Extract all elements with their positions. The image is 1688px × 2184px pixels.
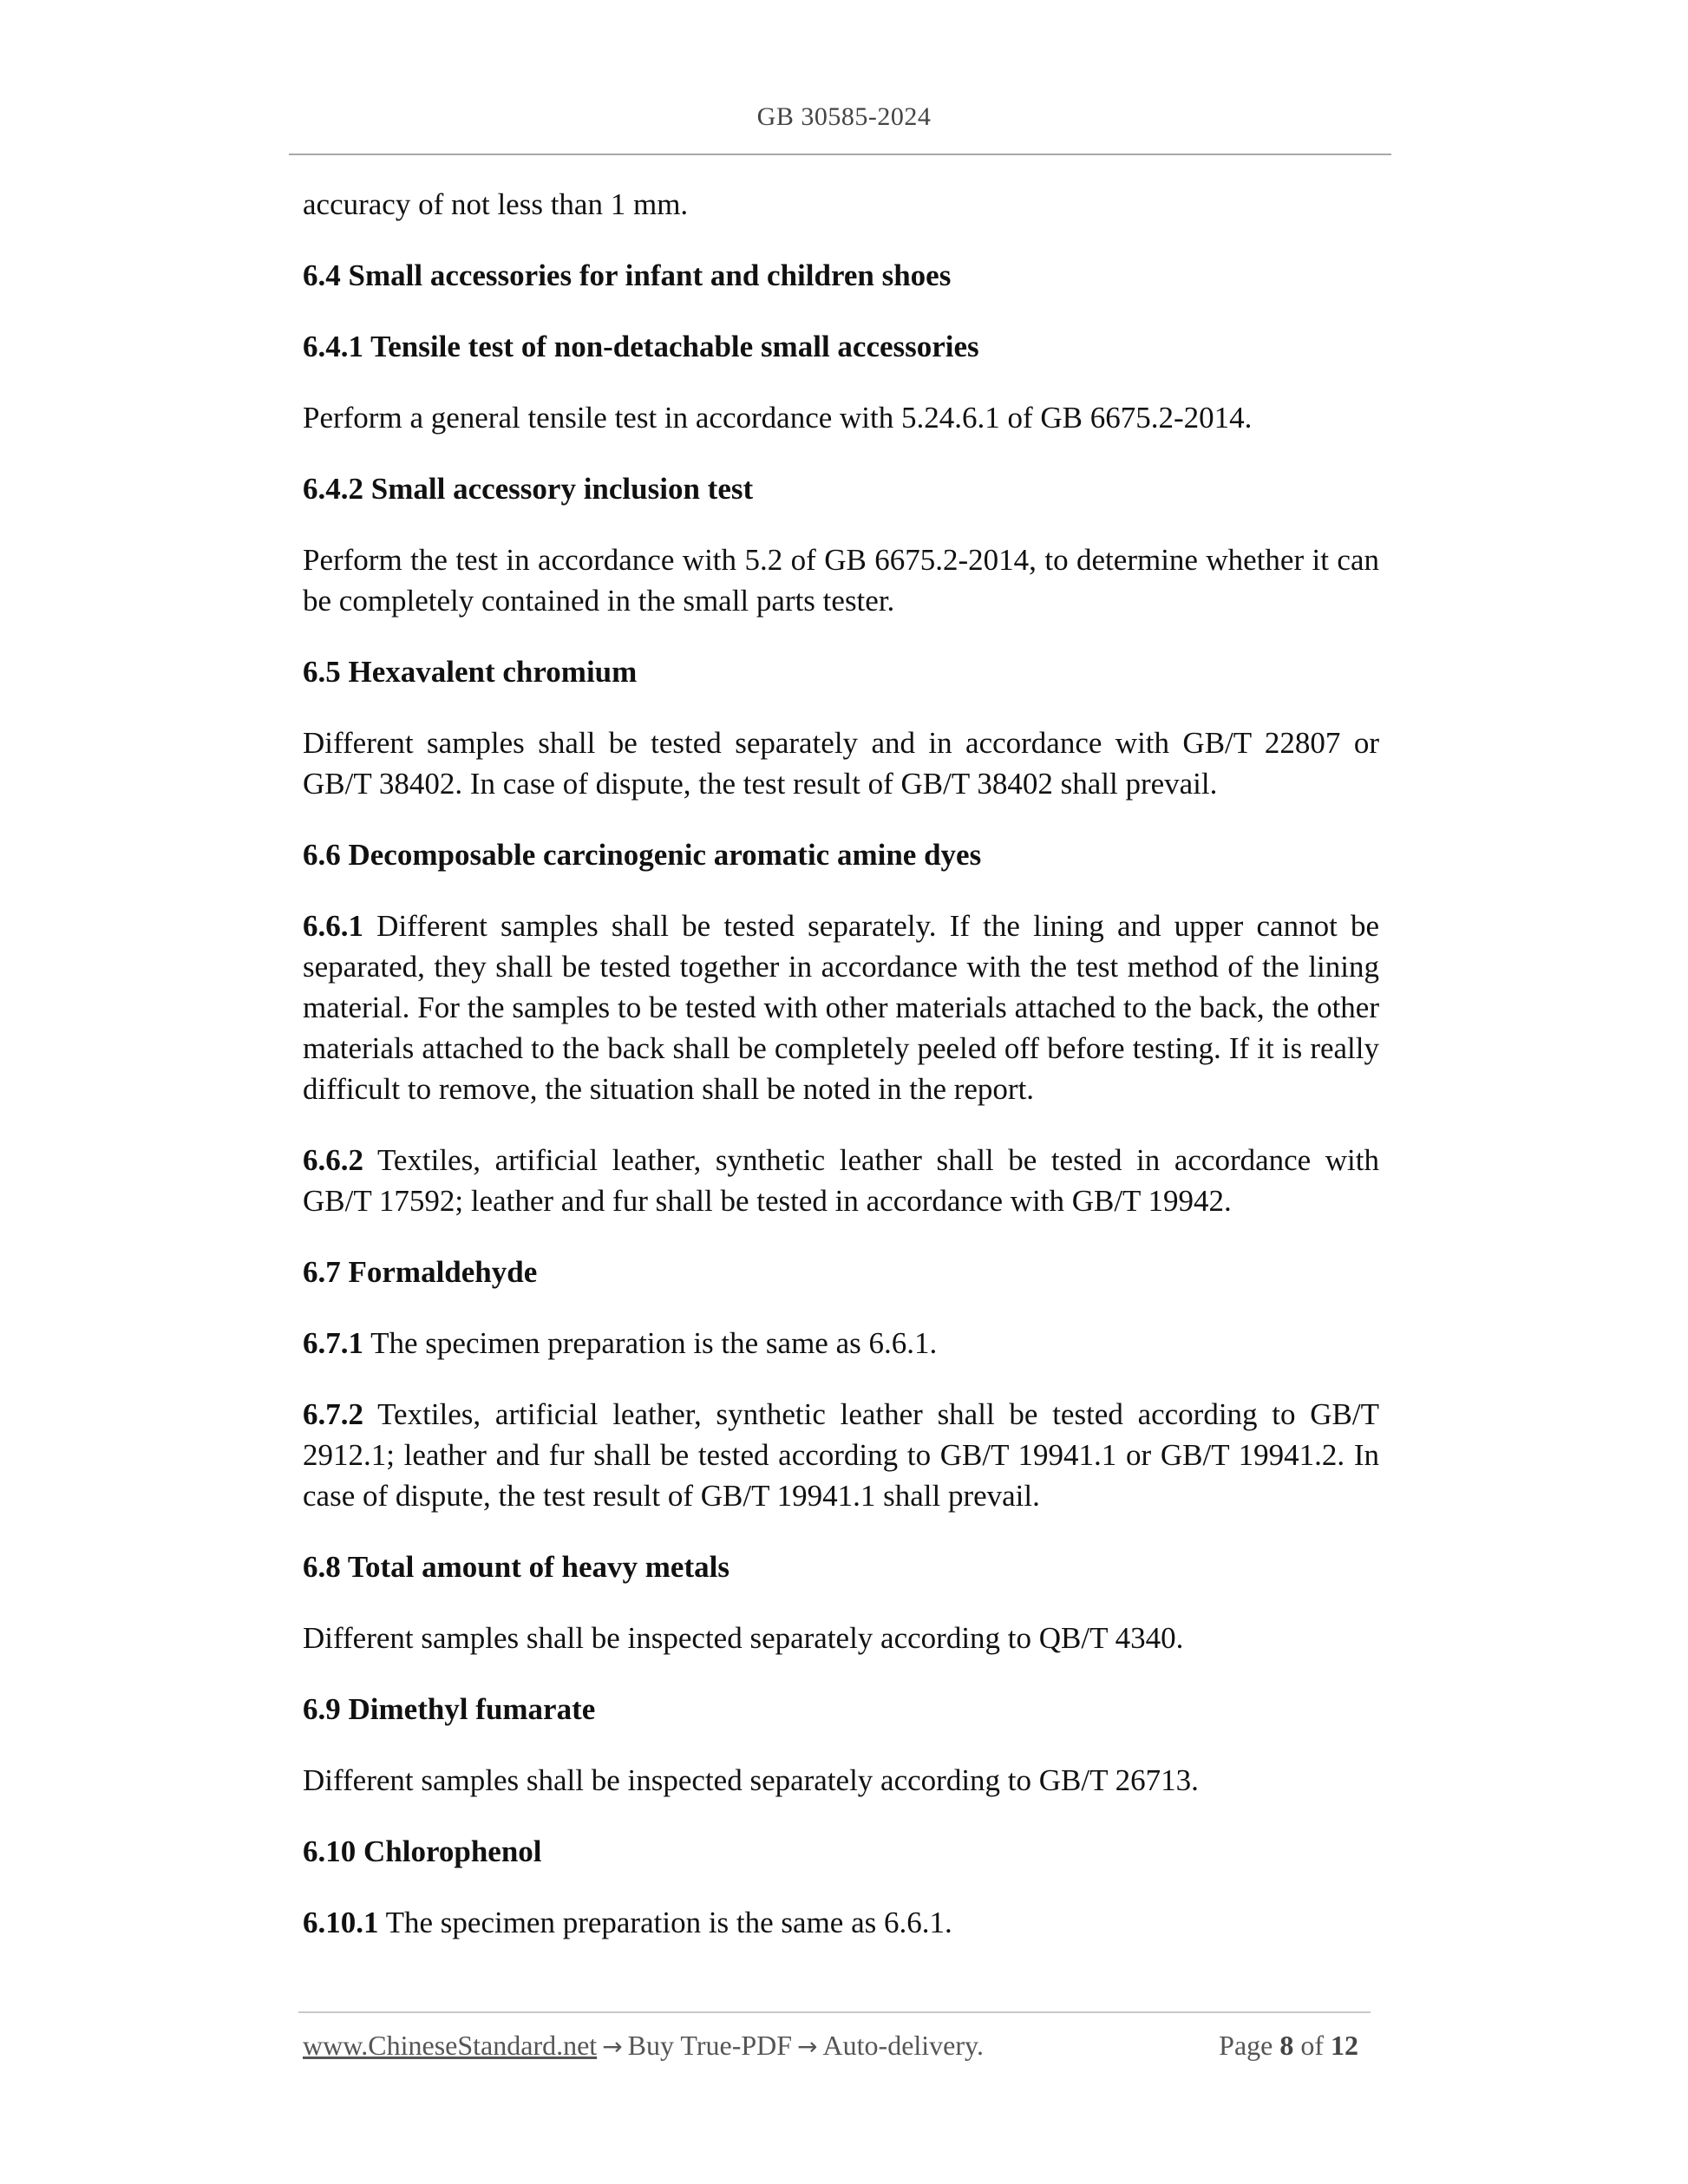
clause-text-6-7-1: The specimen preparation is the same as 6.6.1.	[370, 1326, 938, 1360]
section-heading-6-6: 6.6 Decomposable carcinogenic aromatic amine dyes	[303, 838, 982, 872]
page-footer	[303, 2030, 1365, 2062]
document-body	[303, 184, 1379, 1973]
section-heading-6-4-1: 6.4.1 Tensile test of non-detachable small accessories	[303, 330, 979, 363]
section-heading-6-4-2: 6.4.2 Small accessory inclusion test	[303, 472, 754, 506]
section-heading-6-10: 6.10 Chlorophenol	[303, 1834, 542, 1868]
footer-links	[303, 2030, 984, 2062]
section-text-6-9: Different samples shall be inspected separately according to GB/T 26713.	[303, 1763, 1199, 1797]
page-current: 8	[1279, 2030, 1294, 2061]
clause-6-7-2	[303, 1394, 1379, 1516]
clause-number-6-6-1: 6.6.1	[303, 909, 363, 943]
website-link[interactable]: www.ChineseStandard.net	[303, 2030, 598, 2061]
clause-number-6-6-2: 6.6.2	[303, 1143, 363, 1177]
arrow-right-icon: →	[797, 2032, 818, 2061]
clause-number-6-10-1: 6.10.1	[303, 1906, 379, 1939]
buy-true-pdf-text: Buy True-PDF	[627, 2030, 793, 2061]
page-number	[1219, 2030, 1365, 2062]
clause-number-6-7-2: 6.7.2	[303, 1397, 363, 1431]
page-label: Page	[1219, 2030, 1273, 2061]
clause-text-6-6-1: Different samples shall be tested separately. If the lining and upper cannot be separated, they shall be tested together in accordance with the test method of the lining material. For the samples to be tested with other materials attached to the back, the other materials attached to the back shall be completely peeled off before testing. If it is really difficult to remove, the situation shall be noted in the report.	[303, 909, 1380, 1106]
section-text-6-8: Different samples shall be inspected separately according to QB/T 4340.	[303, 1621, 1184, 1655]
section-text-6-4-2: Perform the test in accordance with 5.2 of GB 6675.2-2014, to determine whether it can be completely contained in the small parts tester.	[303, 543, 1379, 618]
page-of: of	[1300, 2030, 1324, 2061]
page-total: 12	[1331, 2030, 1358, 2061]
arrow-right-icon: →	[602, 2032, 623, 2061]
clause-text-6-7-2: Textiles, artificial leather, synthetic leather shall be tested according to GB/T 2912.1; leather and fur shall be tested according to GB/T 19941.1 or GB/T 19941.2. In case of dispute, the test result of GB/T 19941.1 shall prevail.	[303, 1397, 1379, 1513]
section-heading-6-7: 6.7 Formaldehyde	[303, 1255, 538, 1289]
clause-text-6-6-2: Textiles, artificial leather, synthetic leather shall be tested in accordance with GB/T 17592; leather and fur shall be tested in accordance with GB/T 19942.	[303, 1143, 1380, 1218]
document-header-title: GB 30585-2024	[756, 102, 932, 131]
section-heading-6-8: 6.8 Total amount of heavy metals	[303, 1550, 730, 1584]
clause-6-7-1	[303, 1323, 1379, 1363]
clause-text-6-10-1: The specimen preparation is the same as 6.6.1.	[385, 1906, 952, 1939]
header-divider	[289, 154, 1391, 155]
section-text-6-5: Different samples shall be tested separately and in accordance with GB/T 22807 or GB/T 38402. In case of dispute, the test result of GB/T 38402 shall prevail.	[303, 726, 1379, 801]
section-text-6-4-1: Perform a general tensile test in accordance with 5.24.6.1 of GB 6675.2-2014.	[303, 401, 1253, 435]
clause-6-6-2	[303, 1140, 1379, 1221]
section-heading-6-4: 6.4 Small accessories for infant and children shoes	[303, 258, 952, 292]
clause-6-6-1	[303, 906, 1379, 1109]
auto-delivery-text: Auto-delivery.	[822, 2030, 984, 2061]
continuation-paragraph: accuracy of not less than 1 mm.	[303, 187, 689, 221]
clause-6-10-1	[303, 1902, 1379, 1943]
section-heading-6-9: 6.9 Dimethyl fumarate	[303, 1692, 596, 1726]
clause-number-6-7-1: 6.7.1	[303, 1326, 363, 1360]
footer-divider	[298, 2011, 1371, 2013]
section-heading-6-5: 6.5 Hexavalent chromium	[303, 655, 638, 689]
